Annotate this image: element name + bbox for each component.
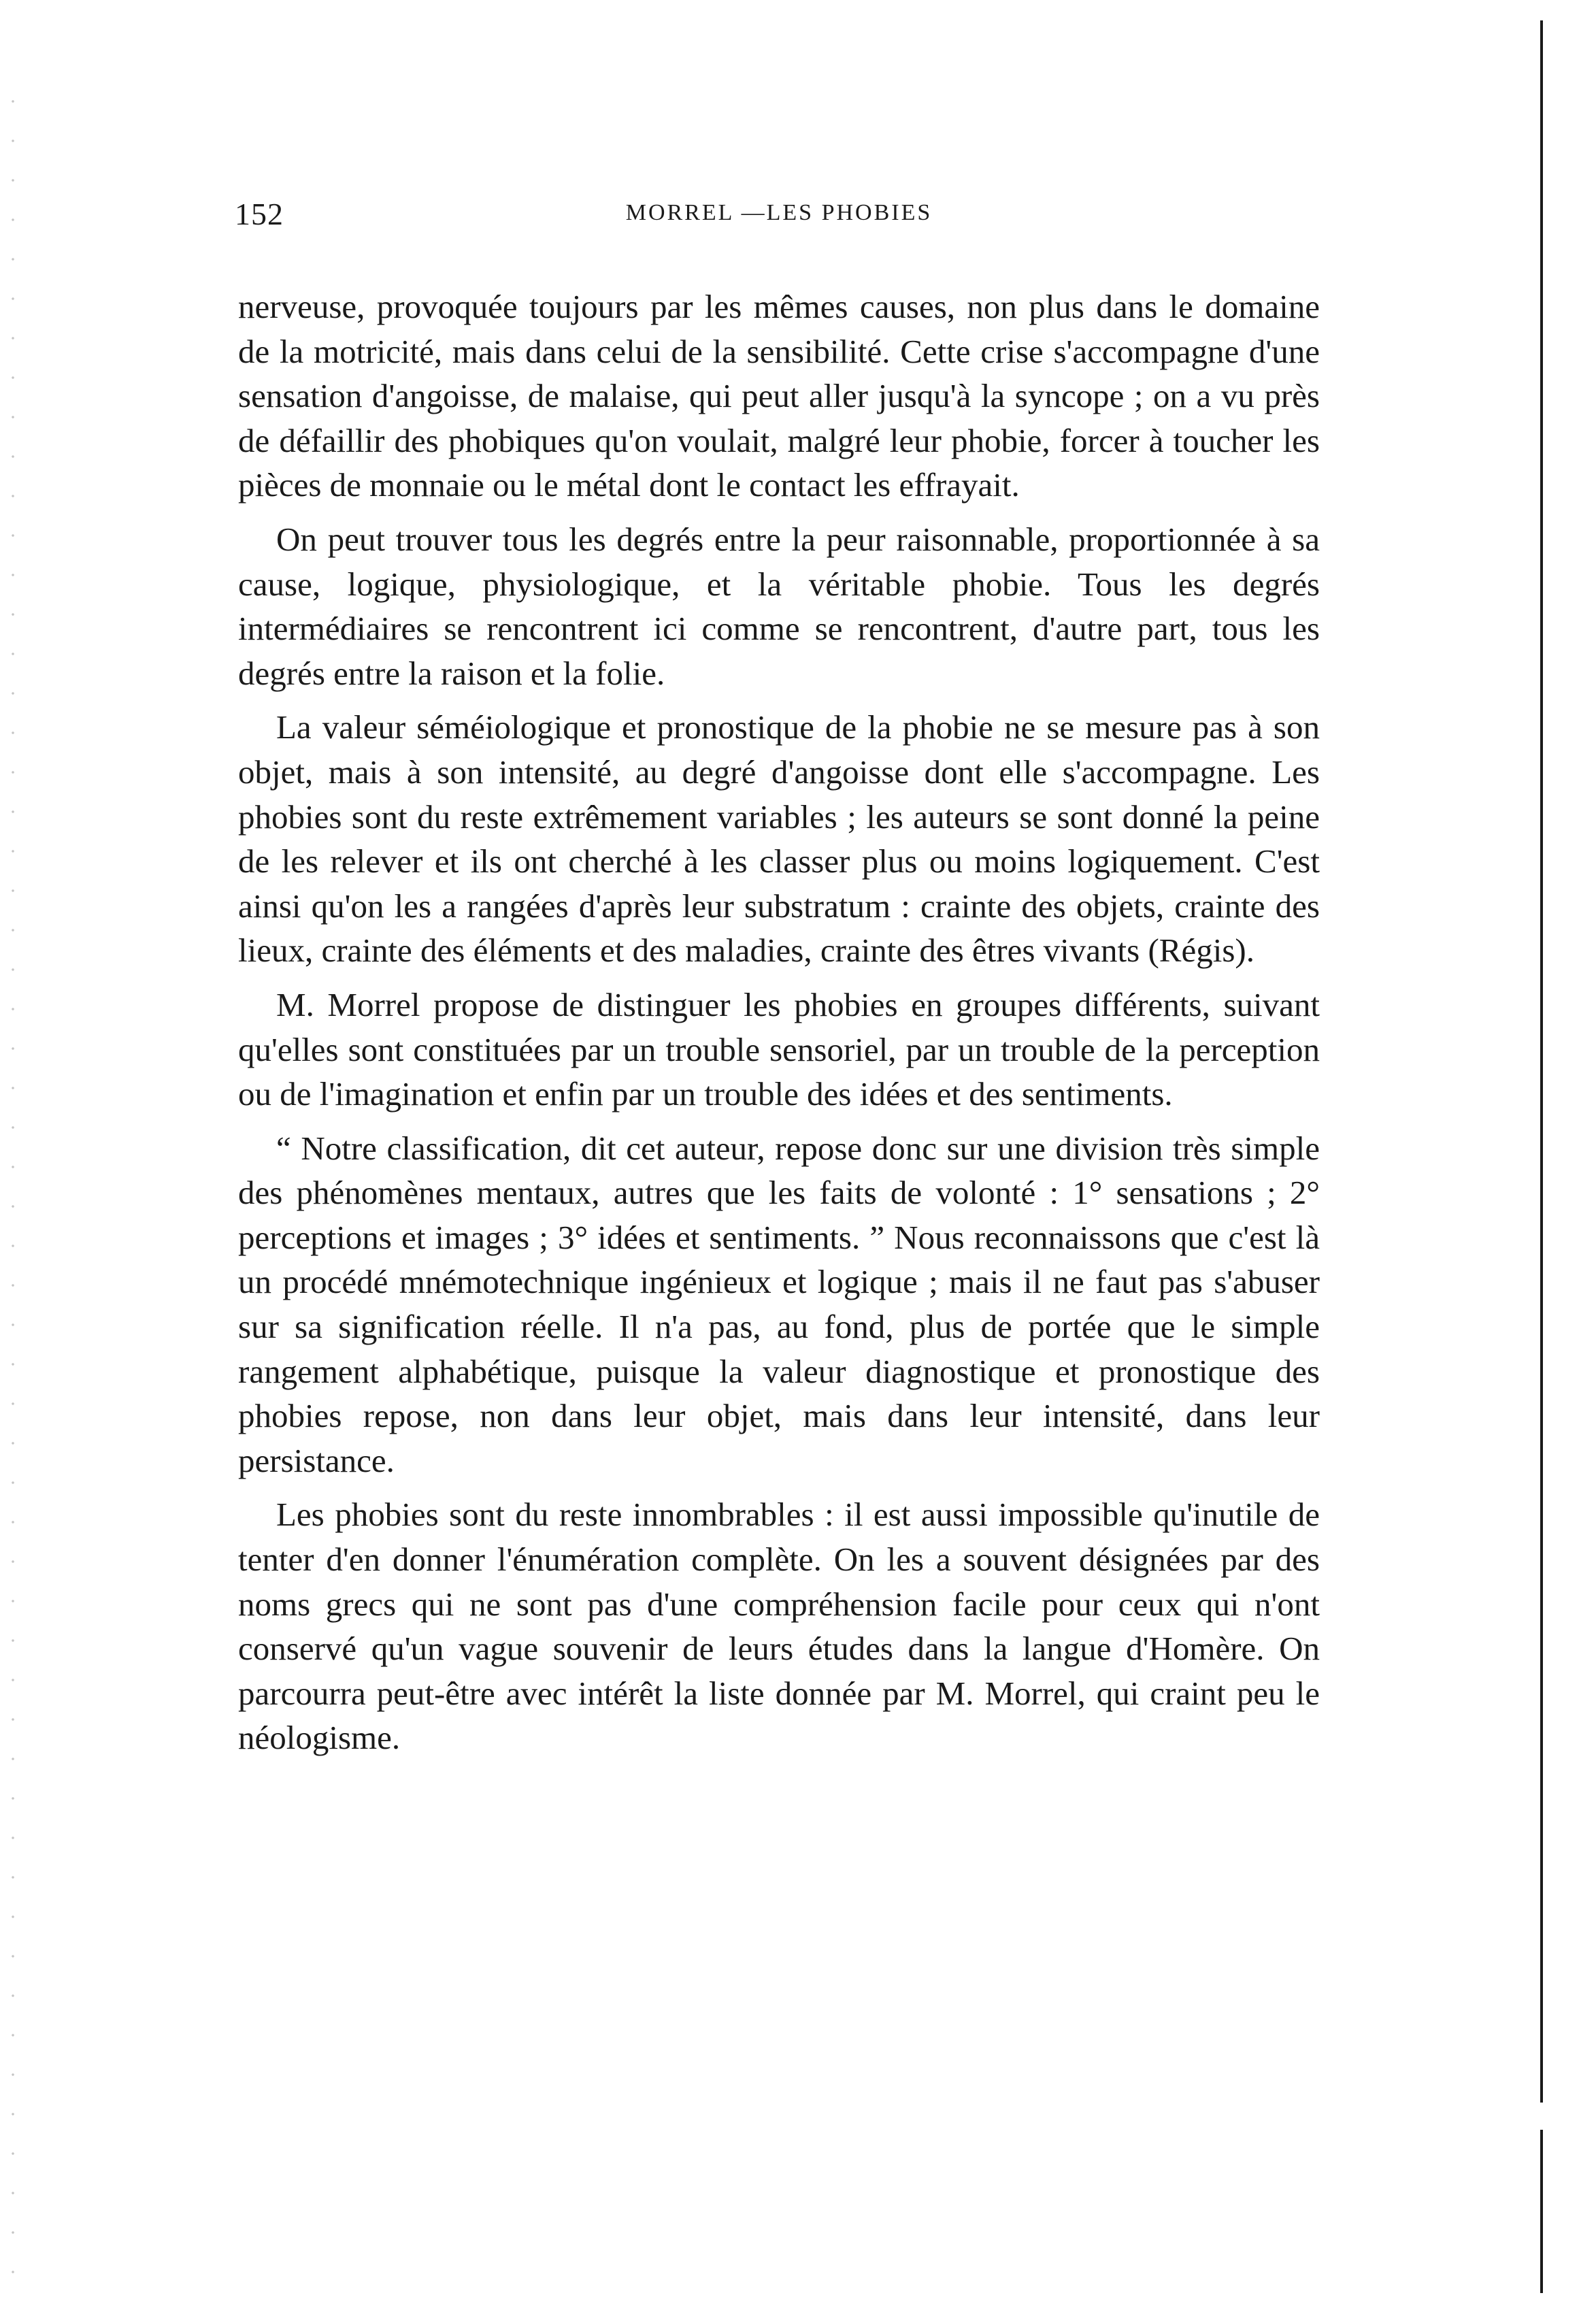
scan-margin-specks [10, 82, 16, 2293]
paragraph-5: “ Notre classification, dit cet auteur, repose donc sur une division très simple des phénomènes mentaux, autres que les faits de volonté : 1° sensations ; 2° perceptions et images ; 3° idées et sentiments. ” Nous reconnaissons que c'est là un procédé mnémotechnique ingénieux et logique ; mais il ne faut pas s'abuser sur sa signification réelle. Il n'a pas, au fond, plus de portée que le simple rangement alphabétique, puisque la valeur diagnostique et pronostique des phobies repose, non dans leur objet, mais dans leur intensité, dans leur persistance. [238, 1129, 1320, 1479]
paragraph-4: M. Morrel propose de distinguer les phobies en groupes différents, suivant qu'elles sont constituées par un trouble sensoriel, par un trouble de la perception ou de l'imagination et enfin par un trouble des idées et des sentiments. [238, 985, 1320, 1113]
page-header [235, 196, 1323, 244]
body-text [238, 284, 1320, 1770]
paragraph-1: nerveuse, provoquée toujours par les mêmes causes, non plus dans le domaine de la motricité, mais dans celui de la sensibilité. Cette crise s'accompagne d'une sensation d'angoisse, de malaise, qui peut aller jusqu'à la syncope ; on a vu près de défaillir des phobiques qu'on voulait, malgré leur phobie, forcer à toucher les pièces de monnaie ou le métal dont le contact les effrayait. [238, 288, 1320, 504]
paragraph-2: On peut trouver tous les degrés entre la peur raisonnable, proportionnée à sa cause, logique, physiologique, et la véritable phobie. Tous les degrés intermédiaires se rencontrent ici comme se rencontrent, d'autre part, tous les degrés entre la raison et la folie. [238, 520, 1320, 692]
paragraph-3: La valeur séméiologique et pronostique de la phobie ne se mesure pas à son objet, mais à son intensité, au degré d'angoisse dont elle s'accompagne. Les phobies sont du reste extrêmement variables ; les auteurs se sont donné la peine de les relever et ils ont cherché à les classer plus ou moins logiquement. C'est ainsi qu'on les a rangées d'après leur substratum : crainte des objets, crainte des lieux, crainte des éléments et des maladies, crainte des êtres vivants (Régis). [238, 708, 1320, 970]
scan-page-edge [1540, 20, 1543, 2103]
scan-page-edge-lower [1540, 2130, 1543, 2293]
running-title: MORREL —LES PHOBIES [625, 200, 933, 225]
page-number: 152 [235, 197, 284, 231]
paragraph-6: Les phobies sont du reste innombrables : il est aussi impossible qu'inutile de tenter d'en donner l'énumération complète. On les a souvent désignées par des noms grecs qui ne sont pas d'une compréhension facile pour ceux qui n'ont conservé qu'un vague souvenir de leurs études dans la langue d'Homère. On parcourra peut-être avec intérêt la liste donnée par M. Morrel, qui craint peu le néologisme. [238, 1496, 1320, 1757]
